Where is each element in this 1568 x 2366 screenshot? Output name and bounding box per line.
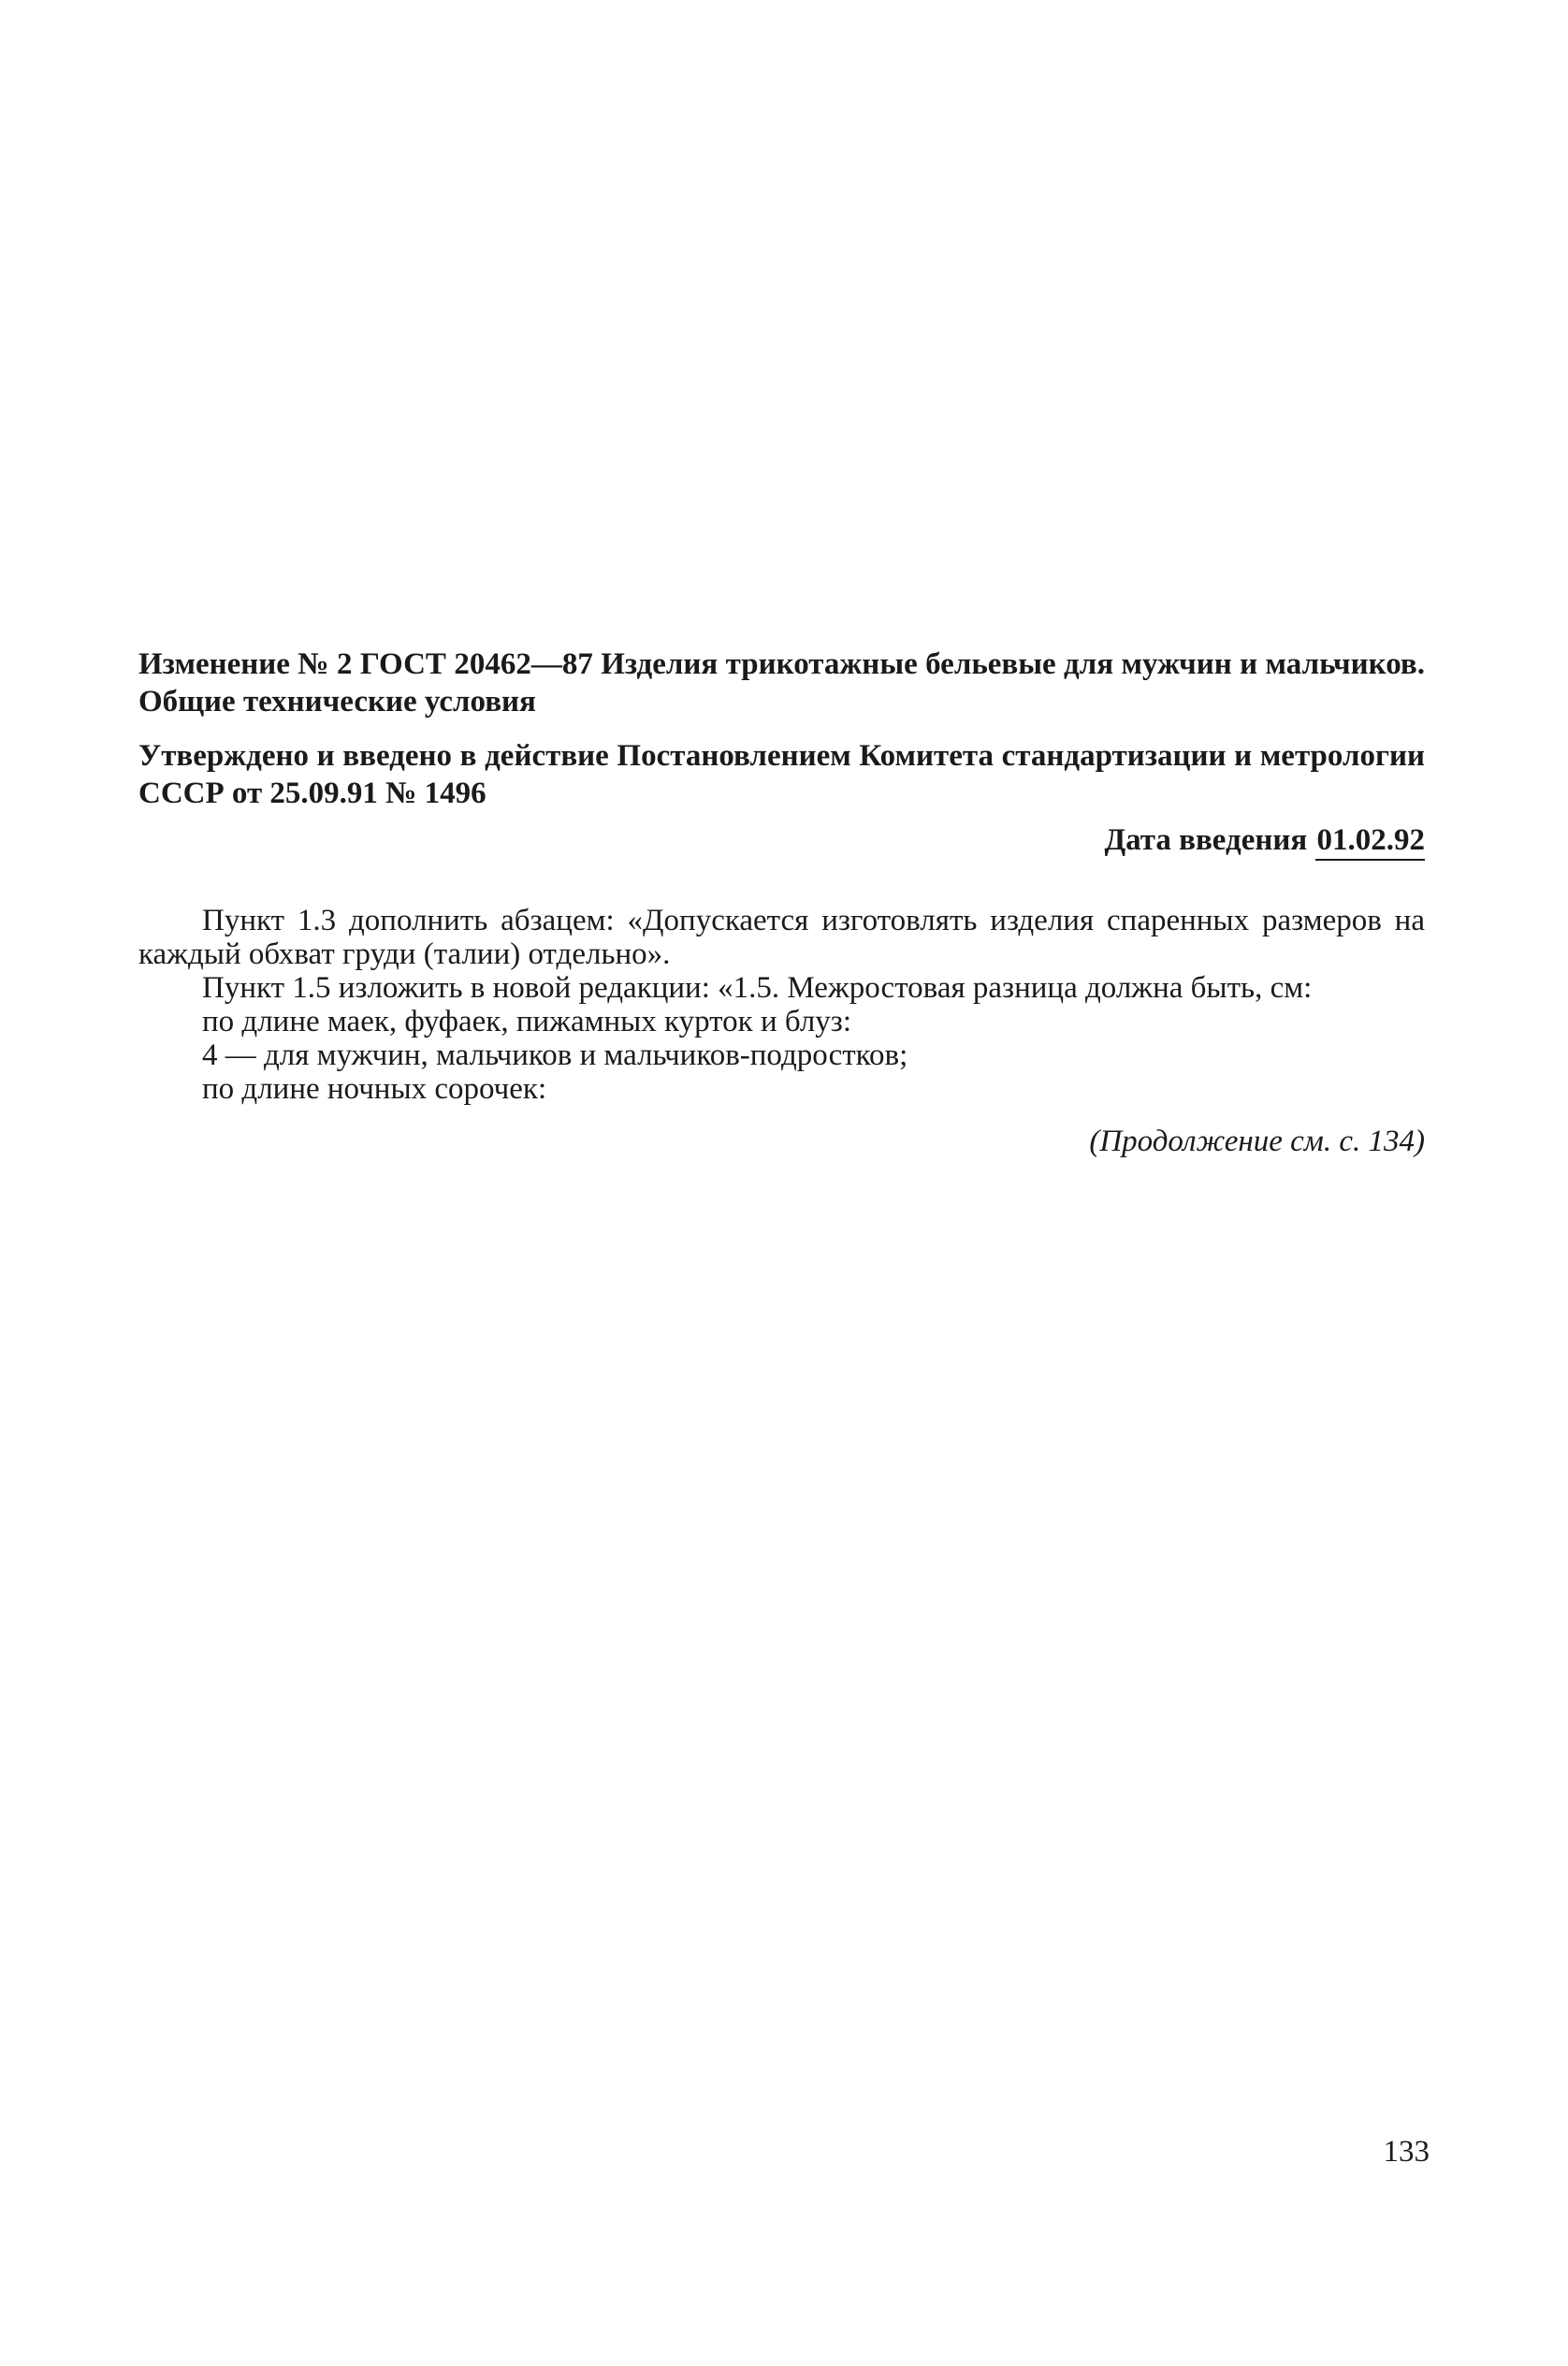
page-number: 133 (1383, 2135, 1430, 2169)
list-line-nightshirts: по длине ночных сорочек: (202, 1072, 547, 1106)
approval-statement: Утверждено и введено в действие Постановлением Комитета стандартизации и метрологии СССР от 25.09.91 № 1496 (138, 739, 1425, 810)
continuation-note: (Продолжение см. с. 134) (1089, 1125, 1425, 1158)
paragraph-clause-1-3: Пункт 1.3 дополнить абзацем: «Допускается изготовлять изделия спаренных размеров на каждый обхват груди (талии) отдельно». (138, 904, 1425, 971)
document-content (138, 646, 1425, 1160)
introduction-date (138, 821, 1425, 861)
introduction-date-label: Дата введения (1104, 823, 1308, 857)
introduction-date-value: 01.02.92 (1315, 823, 1426, 861)
amendment-title: Изменение № 2 ГОСТ 20462—87 Изделия трикотажные бельевые для мужчин и мальчиков. Общие технические условия (138, 647, 1425, 719)
list-line-men-boys: 4 — для мужчин, мальчиков и мальчиков-подростков; (202, 1038, 908, 1072)
amendment-body (138, 904, 1425, 1106)
list-line-shirts: по длине маек, фуфаек, пижамных курток и блуз: (202, 1005, 851, 1038)
paragraph-clause-1-5: Пункт 1.5 изложить в новой редакции: «1.5. Межростовая разница должна быть, см: (202, 971, 1313, 1005)
